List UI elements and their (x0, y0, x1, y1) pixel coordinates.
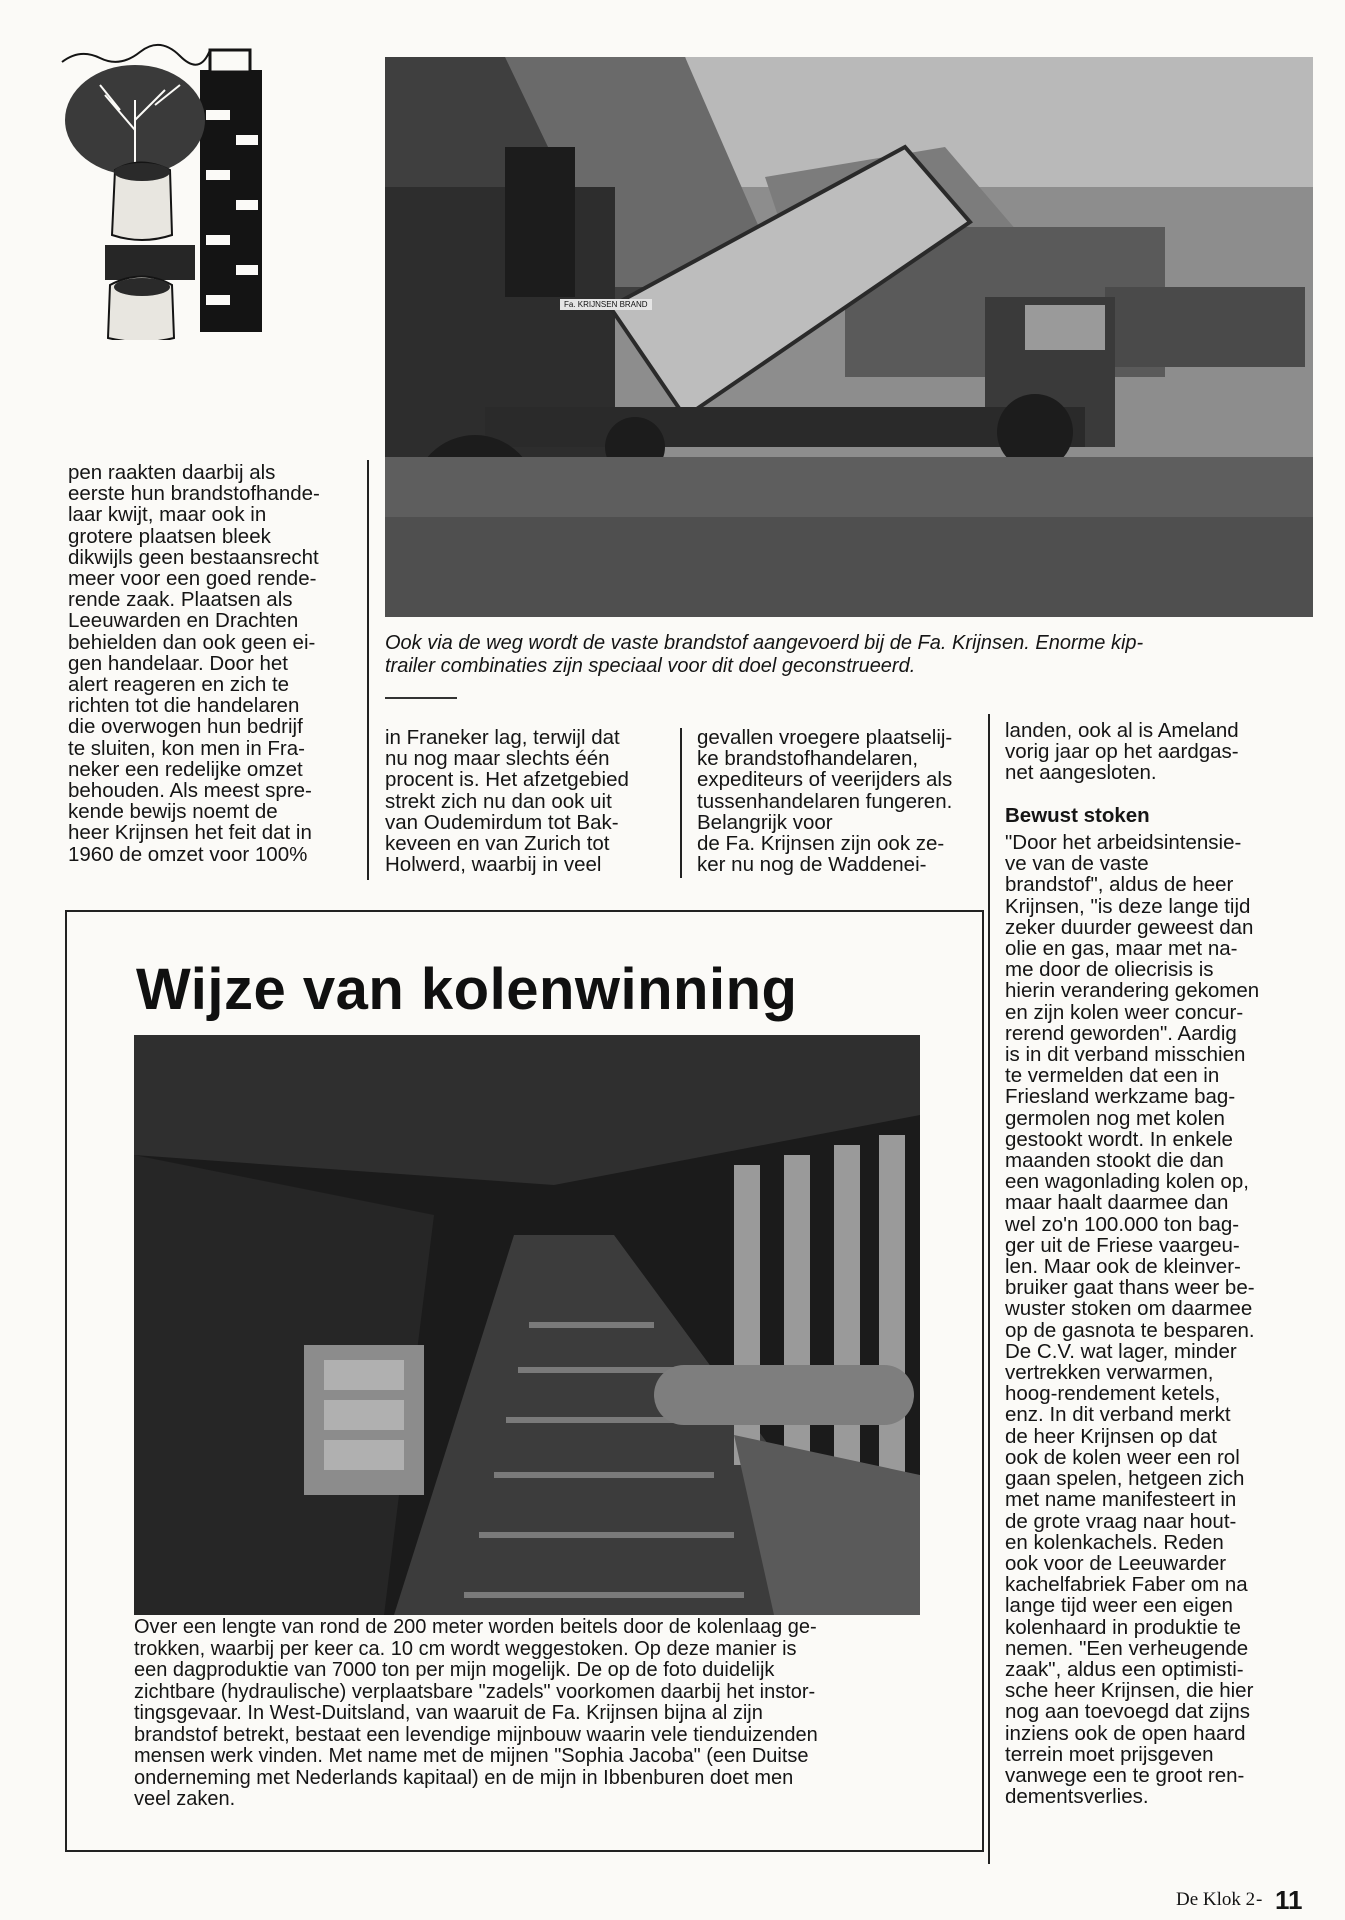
truck-photo-caption: Ook via de weg wordt de vaste brandstof aangevoerd bij de Fa. Krijnsen. Enorme kip- trailer combinaties zijn speciaal voor dit doel geconstrueerd. (385, 632, 1144, 677)
coal-mine-photo (134, 1035, 920, 1615)
article-column-mid-1: in Franeker lag, terwijl dat nu nog maar slechts één procent is. Het afzetgebied strekt zich nu dan ook uit van Oudemirdum tot Bak- keveen en van Zurich tot Holwerd, waarbij in veel (385, 726, 629, 877)
caption-divider (385, 697, 457, 699)
article-column-right-intro: landen, ook al is Ameland vorig jaar op het aardgas- net aangesloten. (1005, 719, 1239, 785)
coal-mine-caption: Over een lengte van rond de 200 meter worden beitels door de kolenlaag ge- trokken, waarbij per keer ca. 10 cm wordt weggestoken. Op deze manier is een dagproduktie van 7000 ton per mijn mogelijk. De op de foto duidelijk zichtbare (hydraulische) verplaatsbare "zadels" voorkomen daarbij het instor- tingsgevaar. In West-Duitsland, van waaruit de Fa. Krijnsen bijna al zijn brandstof betrekt, bestaat een levendige mijnbouw waarin vele tienduizenden mensen werk vinden. Met name met de mijnen "Sophia Jacoba" (een Duitse onderneming met Nederlands kapitaal) en de mijn in Ibbenburen doet men veel zaken. (134, 1616, 818, 1810)
page-number: 11 (1275, 1885, 1303, 1915)
article-column-left: pen raakten daarbij als eerste hun brandstofhande- laar kwijt, maar ook in grotere plaatsen bleek dikwijls geen bestaansrecht meer voor een goed rende- rende zaak. Plaatsen als Leeuwarden en Drachten behielden dan ook geen ei- gen handelaar. Door het alert reageren en zich te richten tot die handelaren die overwogen hun bedrijf te sluiten, kon men in Fra- neker een redelijke omzet behouden. Als meest spre- kende bewijs noemt de heer Krijnsen het feit dat in 1960 de omzet voor 100% (68, 461, 320, 866)
column-divider (988, 714, 990, 1864)
truck-photo (385, 57, 1313, 617)
footer-magazine: De Klok 2 (1176, 1889, 1256, 1910)
article-column-mid-2: gevallen vroegere plaatselij- ke brandstofhandelaren, expediteurs of veerijders als tussenhandelaren fungeren. Belangrijk voor de Fa. Krijnsen zijn ook ze- ker nu nog de Waddenei- (697, 726, 953, 877)
shop-sign: Fa. KRIJNSEN BRAND (560, 299, 652, 310)
footer-separator: - (1256, 1889, 1263, 1910)
box-headline: Wijze van kolenwinning (136, 957, 798, 1022)
column-divider (367, 460, 369, 880)
column-divider (680, 728, 682, 878)
article-column-right: "Door het arbeidsintensie- ve van de vaste brandstof", aldus de heer Krijnsen, "is deze lange tijd zeker duurder geweest dan olie en gas, maar met na- me door de oliecrisis is hierin verandering gekomen en zijn kolen weer concur- rerend geworden". Aardig is in dit verband misschien te vermelden dat een in Friesland werkzame bag- germolen nog met kolen gestookt wordt. In enkele maanden stookt die dan een wagonlading kolen op, maar haalt daarmee dan wel zo'n 100.000 ton bag- ger uit de Friese vaargeu- len. Maar ook de kleinver- bruiker gaat thans weer be- wuster stoken om daarmee op de gasnota te besparen. De C.V. wat lager, minder vertrekken verwarmen, hoog-rendement ketels, enz. In dit verband merkt de heer Krijnsen op dat ook de kolen weer een rol gaan spelen, hetgeen zich met name manifesteert in de grote vraag naar hout- en kolenkachels. Reden ook voor de Leeuwarder kachelfabriek Faber om na lange tijd weer een eigen kolenhaard in produktie te nemen. "Een verheugende zaak", aldus een optimisti- sche heer Krijnsen, die hier nog aan toevoegd dat zijns inziens ook de open haard terrein moet prijsgeven vanwege een te groot ren- dementsverlies. (1005, 831, 1260, 1809)
section-subheading: Bewust stoken (1005, 804, 1150, 827)
coal-illustration (60, 40, 280, 340)
